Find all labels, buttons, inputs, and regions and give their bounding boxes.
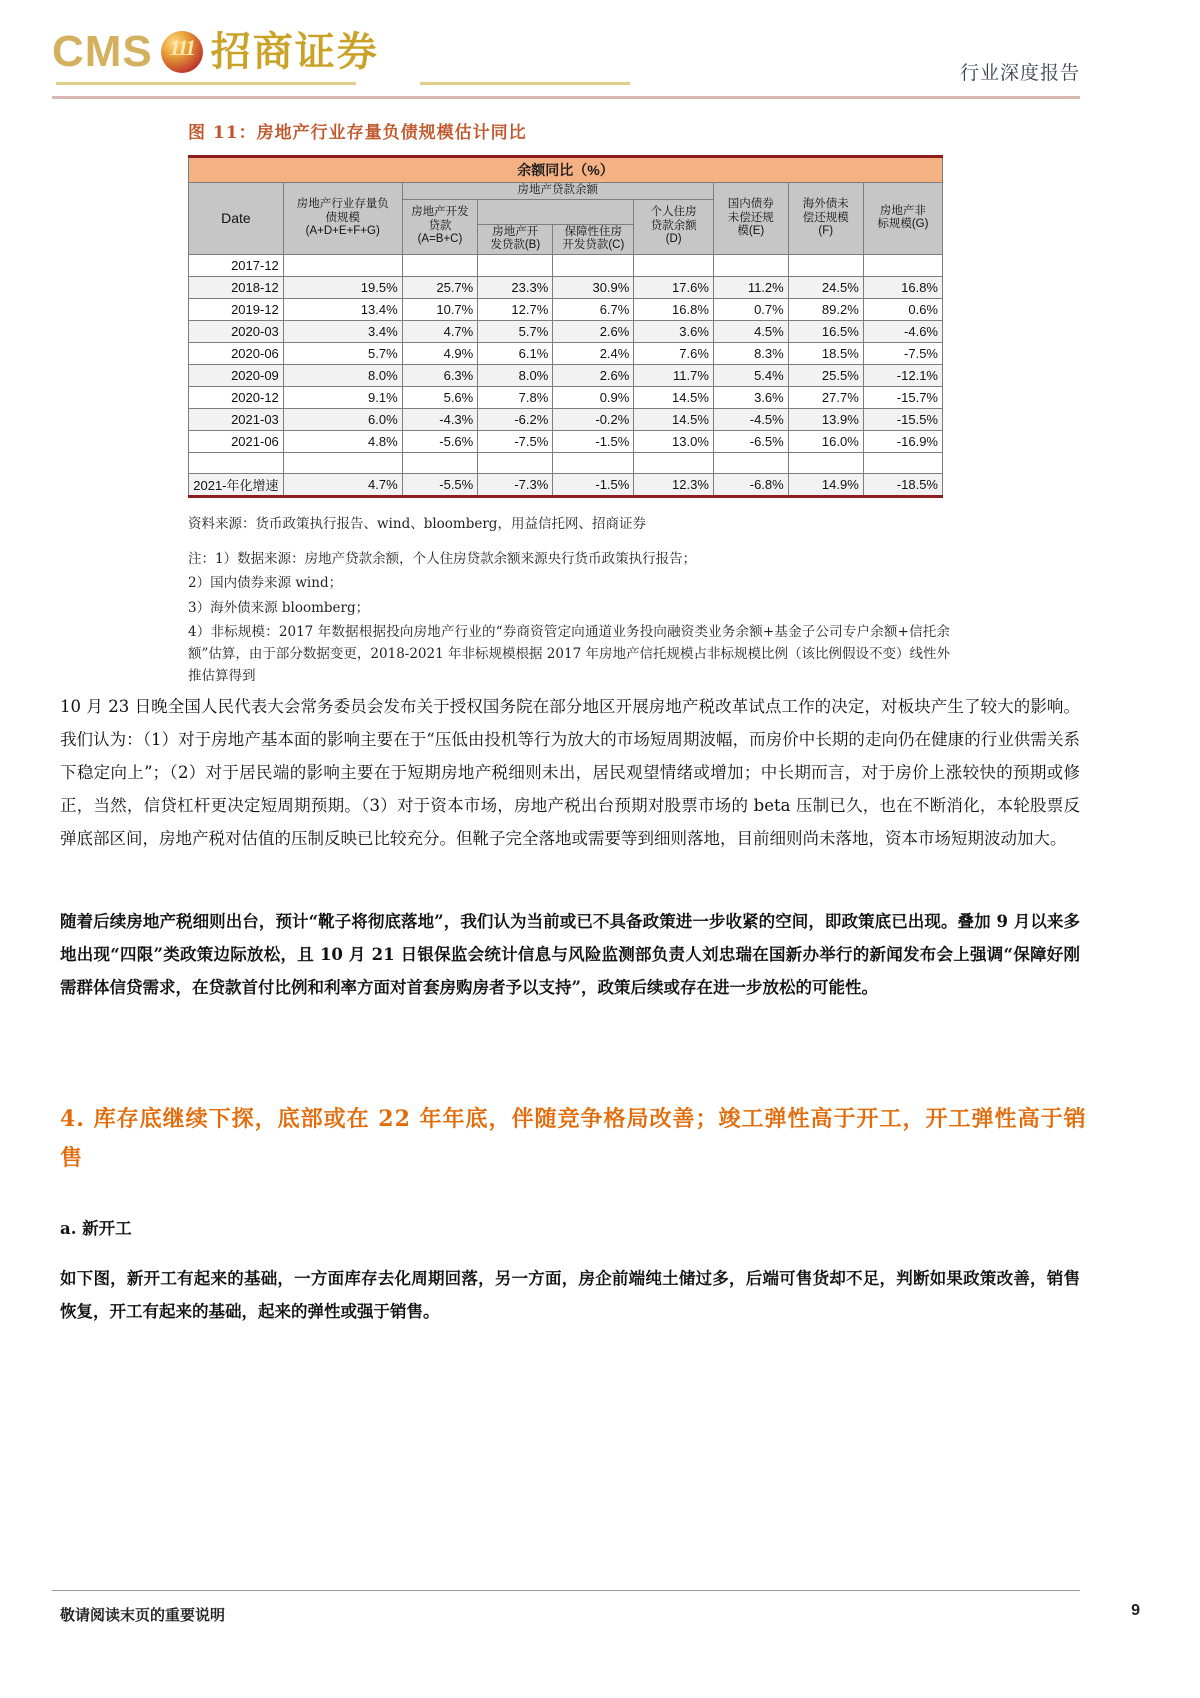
col-date-header: Date [189, 183, 284, 255]
row-value: -12.1% [863, 364, 942, 386]
figure-table-container [188, 155, 943, 498]
row-value: 11.7% [634, 364, 714, 386]
logo-chinese-text: 招商证券 [210, 28, 379, 75]
spacer-cell [863, 452, 942, 473]
spacer-cell [553, 452, 634, 473]
row-value: 4.9% [402, 342, 478, 364]
logo-ball-icon [161, 31, 203, 73]
spacer-cell [402, 452, 478, 473]
col-a-header [402, 199, 478, 254]
row-value: 2.6% [553, 320, 634, 342]
table-body [189, 254, 943, 496]
row-value: 13.9% [788, 408, 863, 430]
col-total-line1: 房地产行业存量负 [296, 198, 389, 210]
sub-heading-a: a. 新开工 [60, 1219, 132, 1238]
figure-note: 注：1）数据来源：房地产贷款余额，个人住房贷款余额来源央行货币政策执行报告； [188, 551, 697, 567]
row-value [283, 254, 402, 276]
spacer-cell [788, 452, 863, 473]
col-b-header [478, 224, 553, 254]
col-b-line1: 房地产开 [492, 225, 539, 238]
row-value: -5.6% [402, 430, 478, 452]
col-e-header [713, 183, 788, 255]
row-value: 3.6% [634, 320, 714, 342]
row-value: 12.7% [478, 298, 553, 320]
row-date: 2019-12 [189, 298, 284, 320]
table-row [189, 408, 943, 430]
table-band-row [189, 157, 943, 183]
row-value: 7.8% [478, 386, 553, 408]
row-value: -6.5% [713, 430, 788, 452]
total-row-value: -1.5% [553, 473, 634, 496]
spacer-cell [634, 452, 714, 473]
table-row [189, 430, 943, 452]
row-value: -0.2% [553, 408, 634, 430]
figure-notes [188, 548, 950, 690]
row-value: 0.6% [863, 298, 942, 320]
row-value: 4.5% [713, 320, 788, 342]
row-date: 2020-03 [189, 320, 284, 342]
row-value: -7.5% [863, 342, 942, 364]
row-value: 3.4% [283, 320, 402, 342]
row-value: -7.5% [478, 430, 553, 452]
table-row [189, 298, 943, 320]
row-value: 14.5% [634, 408, 714, 430]
row-value: 89.2% [788, 298, 863, 320]
figure-note: 4）非标规模：2017 年数据根据投向房地产行业的“券商资管定向通道业务投向融资类业务余额+基金子公司专户余额+信托余额”估算，由于部分数据变更，2018-2021 年非标规模根据 2017 年房地产信托规模占非标规模比例（该比例假设不变）线性外推估算得到 [188, 623, 950, 685]
row-value: -16.9% [863, 430, 942, 452]
figure-title: 图 11：房地产行业存量负债规模估计同比 [188, 123, 527, 143]
row-value: 16.8% [634, 298, 714, 320]
row-value: 0.9% [553, 386, 634, 408]
col-g-header [863, 183, 942, 255]
table-row [189, 276, 943, 298]
col-d-header [634, 199, 714, 254]
col-f-line1: 海外债未 [802, 198, 849, 210]
spacer-cell [283, 452, 402, 473]
section-heading-4: 4. 库存底继续下探，底部或在 22 年年底，伴随竞争格局改善；竣工弹性高于开工，开工弹性高于销售 [60, 1106, 1087, 1171]
row-value: 13.4% [283, 298, 402, 320]
row-value: 4.7% [402, 320, 478, 342]
footer-note: 敬请阅读末页的重要说明 [60, 1606, 226, 1624]
row-value: 11.2% [713, 276, 788, 298]
footer-divider [52, 1590, 1080, 1591]
row-value: 17.6% [634, 276, 714, 298]
col-total-line3: (A+D+E+F+G) [305, 225, 380, 238]
page-number: 9 [1131, 1602, 1140, 1619]
row-value: -4.5% [713, 408, 788, 430]
row-value: 4.8% [283, 430, 402, 452]
row-value [553, 254, 634, 276]
row-value: 8.0% [478, 364, 553, 386]
logo-underline-right [420, 82, 630, 85]
paragraph-2: 随着后续房地产税细则出台，预计“靴子将彻底落地”，我们认为当前或已不具备政策进一步收紧的空间，即政策底已出现。叠加 9 月以来多地出现“四限”类政策边际放松，且 10 月 21 日银保监会统计信息与风险监测部负责人刘忠瑞在国新办举行的新闻发布会上强调“保障好刚需群体信贷需求，在贷款首付比例和利率方面对首套房购房者予以支持”，政策后续或存在进一步放松的可能性。 [60, 912, 1080, 997]
row-value: 8.3% [713, 342, 788, 364]
row-value: 8.0% [283, 364, 402, 386]
document-type-label: 行业深度报告 [959, 62, 1080, 84]
row-value: 24.5% [788, 276, 863, 298]
col-f-line3: (F) [818, 225, 834, 238]
col-e-line3: 模(E) [737, 225, 765, 238]
col-a-line1: 房地产开发 [411, 206, 469, 219]
page-header [0, 0, 1200, 100]
total-row-label: 2021-年化增速 [189, 473, 284, 496]
col-g-line1: 房地产非 [879, 204, 926, 217]
paragraph-1: 10 月 23 日晚全国人民代表大会常务委员会发布关于授权国务院在部分地区开展房地产税改革试点工作的决定，对板块产生了较大的影响。我们认为：（1）对于房地产基本面的影响主要在于“压低由投机等行为放大的市场短周期波幅，而房价中长期的走向仍在健康的行业供需关系下稳定向上”；（2）对于居民端的影响主要在于短期房地产税细则未出，居民观望情绪或增加；中长期而言，对于房价上涨较快的预期或修正，当然，信贷杠杆更决定短周期预期。（3）对于资本市场，房地产税出台预期对股票市场的 beta 压制已久，也在不断消化，本轮股票反弹底部区间，房地产税对估值的压制反映已比较充分。但靴子完全落地或需要等到细则落地，目前细则尚未落地，资本市场短期波动加大。 [60, 697, 1080, 848]
col-total-header [283, 183, 402, 255]
table-row [189, 386, 943, 408]
row-value: 16.0% [788, 430, 863, 452]
row-value: 7.6% [634, 342, 714, 364]
row-date: 2020-09 [189, 364, 284, 386]
row-value: 5.6% [402, 386, 478, 408]
col-g-line2: 标规模(G) [877, 218, 929, 231]
header-divider [52, 96, 1080, 99]
row-value [713, 254, 788, 276]
row-value: 25.7% [402, 276, 478, 298]
row-date: 2017-12 [189, 254, 284, 276]
row-value: 30.9% [553, 276, 634, 298]
paragraph-3: 如下图，新开工有起来的基础，一方面库存去化周期回落，另一方面，房企前端纯土储过多，后端可售货却不足，判断如果政策改善，销售恢复，开工有起来的基础，起来的弹性或强于销售。 [60, 1269, 1080, 1321]
row-value: -1.5% [553, 430, 634, 452]
row-value: 6.7% [553, 298, 634, 320]
row-value: -6.2% [478, 408, 553, 430]
source-line: 资料来源：货币政策执行报告、wind、bloomberg，用益信托网、招商证券 [188, 516, 646, 532]
table-row [189, 364, 943, 386]
table-total-row [189, 473, 943, 496]
total-row-value: 12.3% [634, 473, 714, 496]
table-spacer-row [189, 452, 943, 473]
total-row-value: -18.5% [863, 473, 942, 496]
row-value: 18.5% [788, 342, 863, 364]
row-value: -15.5% [863, 408, 942, 430]
row-value: 9.1% [283, 386, 402, 408]
band-label: 余额同比（%） [189, 157, 943, 183]
spacer-cell [189, 452, 284, 473]
row-value: 6.3% [402, 364, 478, 386]
col-c-header [553, 224, 634, 254]
row-value [402, 254, 478, 276]
logo-underline-left [56, 82, 356, 85]
col-bc-spacer-header [478, 199, 634, 224]
col-d-line3: (D) [665, 233, 682, 246]
row-value: -15.7% [863, 386, 942, 408]
row-value: 0.7% [713, 298, 788, 320]
row-date: 2021-03 [189, 408, 284, 430]
row-value: 10.7% [402, 298, 478, 320]
row-date: 2020-12 [189, 386, 284, 408]
total-row-value: 14.9% [788, 473, 863, 496]
row-value: 19.5% [283, 276, 402, 298]
row-value [478, 254, 553, 276]
row-date: 2020-06 [189, 342, 284, 364]
col-c-line1: 保障性住房 [564, 225, 623, 238]
row-value: 6.1% [478, 342, 553, 364]
col-group-loans-header: 房地产贷款余额 [402, 183, 713, 200]
logo-ball-text: 111 [169, 35, 195, 60]
row-value [863, 254, 942, 276]
figure-note: 3）海外债来源 bloomberg； [188, 599, 370, 616]
col-f-line2: 偿还规模 [802, 211, 849, 224]
row-date: 2018-12 [189, 276, 284, 298]
row-value: 16.8% [863, 276, 942, 298]
table-row [189, 342, 943, 364]
col-a-line2: 贷款 [428, 219, 452, 232]
col-d-line1: 个人住房 [650, 206, 697, 219]
col-a-line3: (A=B+C) [417, 233, 463, 246]
balance-yoy-table [188, 155, 943, 498]
row-value: -4.3% [402, 408, 478, 430]
cms-logo [52, 27, 379, 76]
row-value [634, 254, 714, 276]
row-value: 14.5% [634, 386, 714, 408]
spacer-cell [478, 452, 553, 473]
row-value: 23.3% [478, 276, 553, 298]
total-row-value: -7.3% [478, 473, 553, 496]
row-date: 2021-06 [189, 430, 284, 452]
row-value: 6.0% [283, 408, 402, 430]
row-value: 25.5% [788, 364, 863, 386]
figure-note: 2）国内债券来源 wind； [188, 575, 343, 592]
row-value: 16.5% [788, 320, 863, 342]
logo-cms-text: CMS [52, 27, 153, 76]
col-e-line2: 未偿还规 [727, 211, 774, 224]
total-row-value: -5.5% [402, 473, 478, 496]
row-value: 3.6% [713, 386, 788, 408]
row-value: 5.7% [478, 320, 553, 342]
row-value: 5.7% [283, 342, 402, 364]
row-value: 13.0% [634, 430, 714, 452]
row-value: -4.6% [863, 320, 942, 342]
spacer-cell [713, 452, 788, 473]
col-f-header [788, 183, 863, 255]
col-c-line2: 开发贷款(C) [562, 239, 625, 252]
row-value: 2.6% [553, 364, 634, 386]
row-value: 5.4% [713, 364, 788, 386]
col-d-line2: 贷款余额 [650, 219, 697, 232]
table-row [189, 320, 943, 342]
total-row-value: -6.8% [713, 473, 788, 496]
col-total-line2: 债规模 [325, 211, 360, 224]
row-value: 27.7% [788, 386, 863, 408]
row-value: 2.4% [553, 342, 634, 364]
col-b-line2: 发贷款(B) [490, 239, 541, 252]
row-value [788, 254, 863, 276]
table-row [189, 254, 943, 276]
col-e-line1: 国内债券 [727, 198, 774, 210]
table-header-row-1 [189, 183, 943, 200]
total-row-value: 4.7% [283, 473, 402, 496]
